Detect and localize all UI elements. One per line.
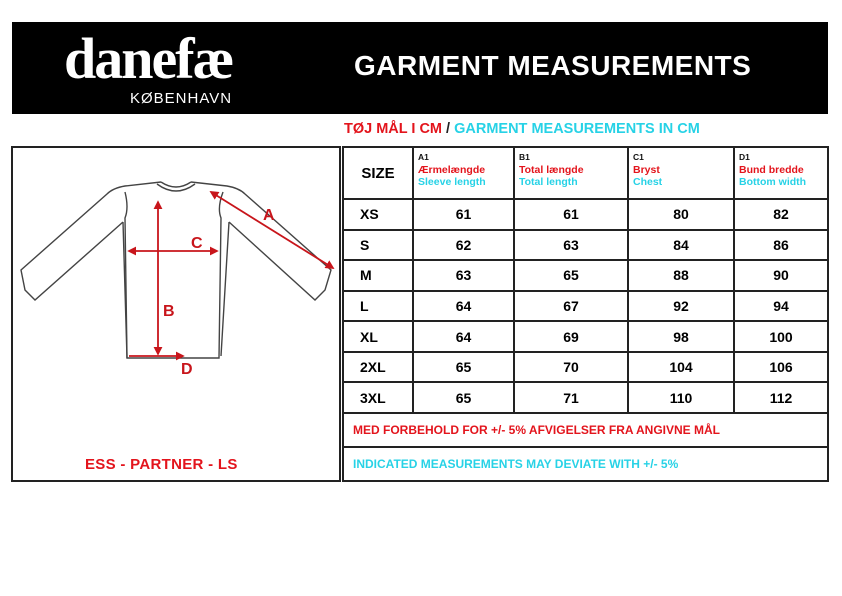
table-header-row — [343, 147, 828, 199]
value-cell: 104 — [628, 352, 734, 383]
size-cell: XL — [343, 321, 413, 352]
measurement-table — [342, 146, 829, 482]
value-cell: 62 — [413, 230, 514, 261]
value-cell: 100 — [734, 321, 828, 352]
table-row — [343, 291, 828, 322]
size-cell: 2XL — [343, 352, 413, 383]
label-b: B — [163, 303, 175, 320]
garment-sketch — [13, 148, 343, 484]
note-english: INDICATED MEASUREMENTS MAY DEVIATE WITH +/- 5% — [343, 447, 828, 481]
value-cell: 64 — [413, 321, 514, 352]
brand-tagline: KØBENHAVN — [130, 90, 233, 107]
table-row — [343, 199, 828, 230]
value-cell: 94 — [734, 291, 828, 322]
subheader-danish: TØJ MÅL I CM — [344, 121, 443, 137]
column-header-chest: C1 Bryst Chest — [628, 147, 734, 199]
note-danish: MED FORBEHOLD FOR +/- 5% AFVIGELSER FRA ANGIVNE MÅL — [343, 413, 828, 447]
value-cell: 65 — [413, 352, 514, 383]
subheader-english: GARMENT MEASUREMENTS IN CM — [454, 121, 700, 137]
value-cell: 67 — [514, 291, 628, 322]
size-cell: L — [343, 291, 413, 322]
label-d: D — [181, 361, 193, 378]
header-banner — [12, 22, 828, 114]
size-cell: M — [343, 260, 413, 291]
note-row — [343, 447, 828, 481]
value-cell: 63 — [413, 260, 514, 291]
value-cell: 86 — [734, 230, 828, 261]
table-row — [343, 382, 828, 413]
value-cell: 84 — [628, 230, 734, 261]
value-cell: 65 — [413, 382, 514, 413]
column-header-length: B1 Total længde Total length — [514, 147, 628, 199]
value-cell: 82 — [734, 199, 828, 230]
value-cell: 92 — [628, 291, 734, 322]
value-cell: 90 — [734, 260, 828, 291]
value-cell: 69 — [514, 321, 628, 352]
shirt-outline — [21, 182, 331, 358]
style-name: ESS - PARTNER - LS — [85, 456, 238, 473]
column-header-sleeve: A1 Ærmelængde Sleeve length — [413, 147, 514, 199]
brand-logo: danefæ — [64, 26, 233, 91]
value-cell: 110 — [628, 382, 734, 413]
value-cell: 80 — [628, 199, 734, 230]
value-cell: 61 — [413, 199, 514, 230]
value-cell: 64 — [413, 291, 514, 322]
table-row — [343, 260, 828, 291]
value-cell: 112 — [734, 382, 828, 413]
label-c: C — [191, 235, 203, 252]
value-cell: 65 — [514, 260, 628, 291]
table-row — [343, 352, 828, 383]
arrow-a — [211, 192, 333, 268]
garment-diagram-panel — [11, 146, 341, 482]
label-a: A — [263, 207, 275, 224]
value-cell: 106 — [734, 352, 828, 383]
size-cell: S — [343, 230, 413, 261]
value-cell: 63 — [514, 230, 628, 261]
table-row — [343, 230, 828, 261]
value-cell: 70 — [514, 352, 628, 383]
size-cell: XS — [343, 199, 413, 230]
value-cell: 71 — [514, 382, 628, 413]
value-cell: 98 — [628, 321, 734, 352]
size-cell: 3XL — [343, 382, 413, 413]
value-cell: 88 — [628, 260, 734, 291]
note-row — [343, 413, 828, 447]
table-row — [343, 321, 828, 352]
size-header: SIZE — [343, 147, 413, 199]
page-title: GARMENT MEASUREMENTS — [354, 50, 752, 81]
column-header-bottom: D1 Bund bredde Bottom width — [734, 147, 828, 199]
value-cell: 61 — [514, 199, 628, 230]
subheader-separator: / — [446, 121, 451, 137]
subheader — [344, 121, 700, 137]
